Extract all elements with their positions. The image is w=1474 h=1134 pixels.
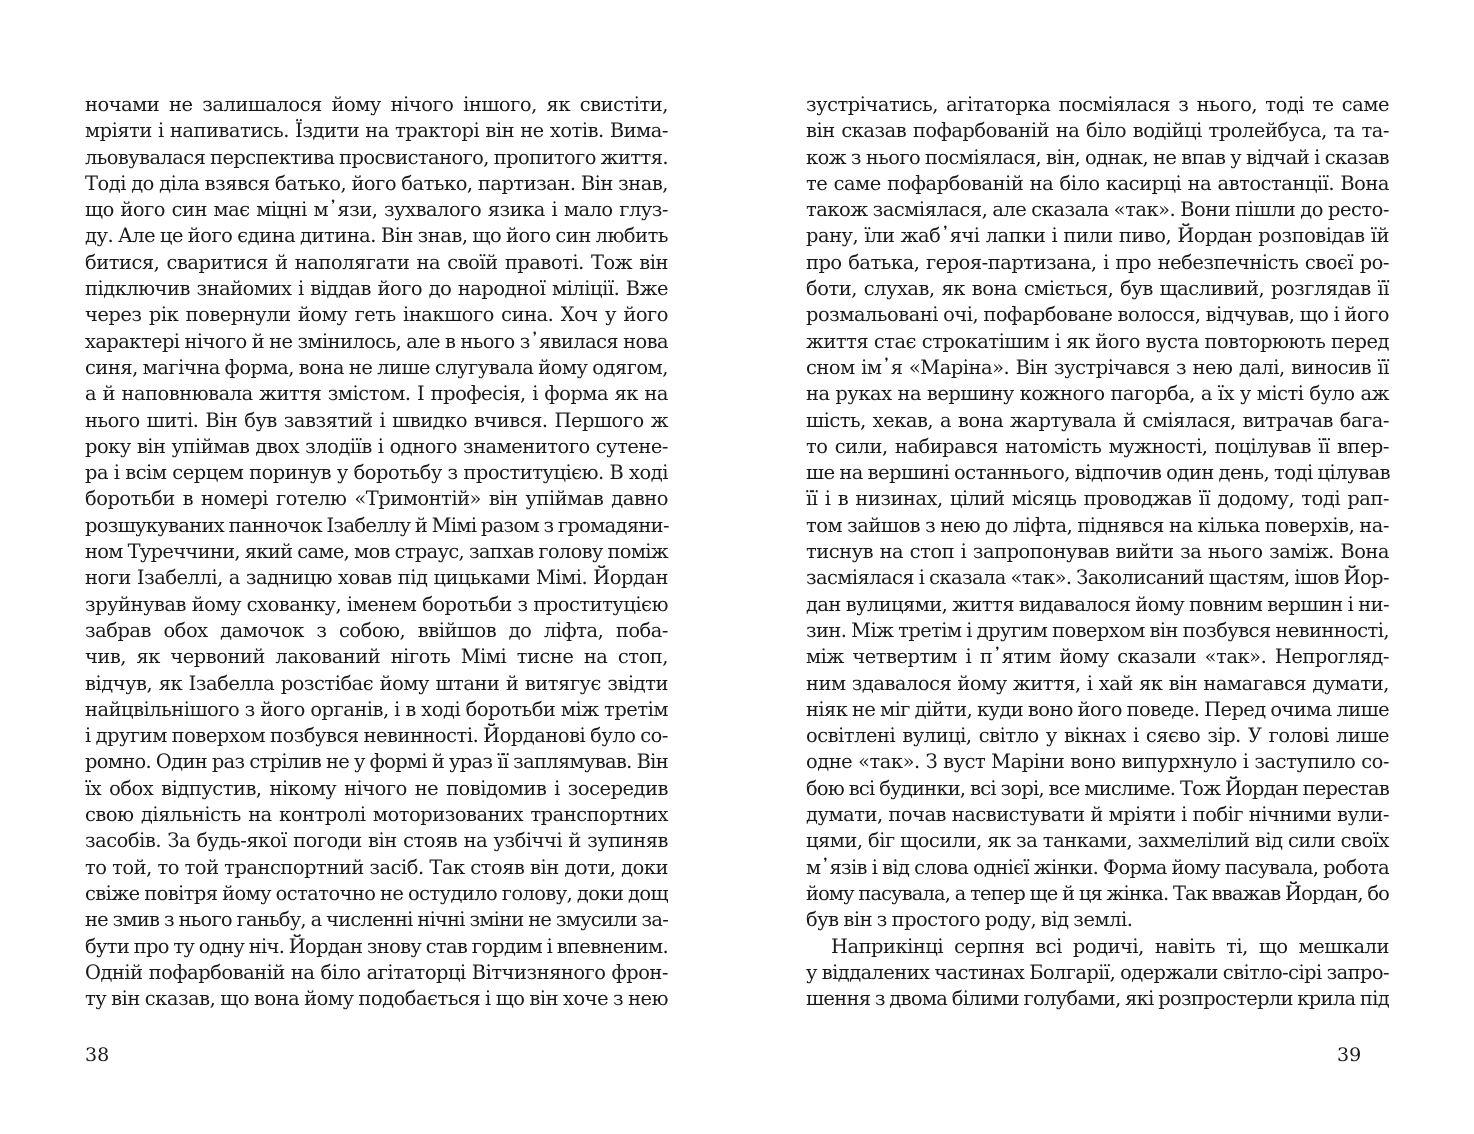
text-line: ночами не залишалося йому нічого іншого, як свистіти,: [85, 93, 668, 116]
right-text-column: [806, 92, 1389, 1012]
text-line: ду. Але це його єдина дитина. Він знав, що його син любить: [85, 224, 668, 248]
text-line: року він упіймав двох злодіїв і одного знаменитого сутене-: [85, 434, 668, 458]
text-line: а й наповнювала життя змістом. І професія, і форма як на: [85, 382, 668, 406]
text-line: був він з простого роду, від землі.: [806, 908, 1133, 932]
text-line: то той, то той транспортний засіб. Так стояв він доти, доки: [85, 855, 668, 879]
text-line: Тоді до діла взявся батько, його батько, партизан. Він знав,: [85, 171, 668, 195]
text-line: життя стає строкатішим і як його вуста повторюють перед: [806, 329, 1389, 353]
text-line: засміялася і сказала «так». Заколисаний щастям, ішов Йор-: [806, 566, 1389, 590]
text-line: характері нічого й не змінилось, але в нього з᾿явилася нова: [85, 329, 668, 353]
text-line: дан вулицями, життя видавалося йому повним вершин і ни-: [806, 592, 1389, 616]
text-line: ту він сказав, що вона йому подобається і що він хоче з нею: [85, 987, 668, 1011]
text-line: йому пасувала, а тепер ще й ця жінка. Так вважав Йордан, бо: [806, 881, 1389, 905]
text-line: кож з нього посміялася, він, однак, не впав у відчай і сказав: [806, 145, 1389, 169]
text-line: одне «так». З вуст Маріни воно випурхнуло і заступило со-: [806, 750, 1389, 774]
text-line: чив, як червоний лакований ніготь Мімі тисне на стоп,: [85, 645, 668, 669]
text-line: між четвертим і п᾿ятим йому сказали «так». Непрогляд-: [806, 645, 1389, 669]
text-line: відчув, як Ізабелла розстібає йому штани й витягує звідти: [85, 671, 668, 695]
text-line: мріяти і напиватись. Їздити на тракторі він не хотів. Вима-: [85, 119, 668, 143]
text-line: свою діяльність на контролі моторизованих транспортних: [85, 803, 668, 827]
text-line: ніяк не міг дійти, куди воно його поведе. Перед очима лише: [806, 697, 1389, 721]
text-line: зруйнував йому схованку, іменем боротьби з проституцією: [85, 592, 668, 616]
text-line: шість, хекав, а вона жартувала й сміялася, витрачав бага-: [806, 408, 1389, 432]
text-line: зустрічатись, агітаторка посміялася з нього, тоді те саме: [806, 93, 1389, 116]
left-page-number: 38: [85, 1044, 110, 1066]
text-line: бою всі будинки, всі зорі, все мислиме. Тож Йордан перестав: [806, 776, 1389, 800]
text-line: ним здавалося йому життя, і хай як він намагався думати,: [806, 671, 1389, 695]
right-page: [737, 0, 1474, 1134]
text-line: на руках на вершину кожного пагорба, а їх у місті було аж: [806, 382, 1389, 406]
text-line: синя, магічна форма, вона не лише слугувала йому одягом,: [85, 355, 668, 379]
text-line: найцвільнішого з його органів, і в ході боротьби між третім: [85, 697, 668, 721]
text-line: рану, їли жаб᾿ячі лапки і пили пиво, Йордан розповідав їй: [806, 224, 1389, 248]
left-text-column: [85, 92, 668, 1012]
text-line: цями, біг щосили, як за танками, захмелілий від сили своїх: [806, 829, 1389, 853]
text-line: те саме пофарбованій на біло касирці на автостанції. Вона: [806, 171, 1389, 195]
text-line: забрав обох дамочок з собою, ввійшов до ліфта, поба-: [85, 618, 668, 642]
text-line: шення з двома білими голубами, які розпростерли крила під: [806, 987, 1390, 1011]
text-line: то сили, набирався натомість мужності, поцілував її впер-: [806, 434, 1389, 458]
text-line: думати, почав насвистувати й мріяти і побіг нічними вули-: [806, 803, 1389, 827]
text-line: м᾿язів і від слова однієї жінки. Форма йому пасувала, робота: [806, 855, 1389, 879]
text-line: підключив знайомих і віддав його до народної міліції. Вже: [85, 277, 668, 301]
text-line: їх обох відпустив, нікому нічого не повідомив і зосередив: [85, 776, 668, 800]
text-line: розмальовані очі, пофарбоване волосся, відчував, що і його: [806, 303, 1389, 327]
text-line: ном Туреччини, який саме, мов страус, запхав голову поміж: [85, 540, 668, 564]
text-line: і другим поверхом позбувся невинності. Йорданові було со-: [85, 724, 668, 748]
text-line: через рік повернули йому геть інакшого сина. Хоч у його: [85, 303, 668, 327]
text-line: свіже повітря йому остаточно не остудило голову, доки дощ: [85, 881, 668, 905]
text-line: у віддалених частинах Болгарії, одержали світло-сірі запро-: [806, 960, 1389, 984]
text-line: Одній пофарбованій на біло агітаторці Вітчизняного фрон-: [85, 960, 668, 984]
text-line: тиснув на стоп і запропонував вийти за нього заміж. Вона: [806, 540, 1389, 564]
right-page-number: 39: [1337, 1044, 1362, 1066]
text-line: том зайшов з нею до ліфта, піднявся на кілька поверхів, на-: [806, 513, 1389, 537]
text-line: про батька, героя-партизана, і про небезпечність своєї ро-: [806, 250, 1389, 274]
text-line: нього шиті. Він був завзятий і швидко вчився. Першого ж: [85, 408, 668, 432]
text-line: боротьби в номері готелю «Тримонтій» він упіймав давно: [85, 487, 668, 511]
text-line: Наприкінці серпня всі родичі, навіть ті, що мешкали: [831, 934, 1389, 958]
text-line: льовувалася перспектива просвистаного, пропитого життя.: [85, 145, 668, 169]
text-line: ра і всім серцем поринув у боротьбу з проституцією. В ході: [85, 461, 668, 485]
text-line: зин. Між третім і другим поверхом він позбувся невинності,: [806, 618, 1389, 642]
text-line: розшукуваних панночок Ізабеллу й Мімі разом з громадяни-: [85, 513, 669, 537]
text-line: боти, слухав, як вона сміється, був щасливий, розглядав її: [806, 277, 1389, 301]
text-line: засобів. За будь-якої погоди він стояв на узбіччі й зупиняв: [85, 829, 668, 853]
text-line: освітлені вулиці, світло у вікнах і сяєво зір. У голові лише: [806, 724, 1389, 748]
text-line: не змив з нього ганьбу, а численні нічні зміни не змусили за-: [85, 908, 668, 932]
text-line: також засміялася, але сказала «так». Вони пішли до ресто-: [806, 198, 1389, 222]
text-line: битися, сваритися й наполягати на своїй правоті. Тож він: [85, 250, 668, 274]
text-line: він сказав пофарбованій на біло водійці тролейбуса, та та-: [806, 119, 1389, 143]
text-line: бути про ту одну ніч. Йордан знову став гордим і впевненим.: [85, 934, 668, 958]
text-line: сном ім᾿я «Маріна». Він зустрічався з нею далі, виносив її: [806, 355, 1389, 379]
text-line: ромно. Один раз стрілив не у формі й ураз її заплямував. Він: [85, 750, 668, 774]
text-line: що його син має міцні м᾿язи, зухвалого язика і мало глуз-: [85, 198, 668, 222]
text-line: ше на вершині останнього, відпочив один день, тоді цілував: [806, 461, 1391, 485]
text-line: ноги Ізабеллі, а задницю ховав під цицьками Мімі. Йордан: [85, 566, 668, 590]
text-line: її і в низинах, цілий місяць проводжав її додому, тоді рап-: [806, 487, 1389, 511]
